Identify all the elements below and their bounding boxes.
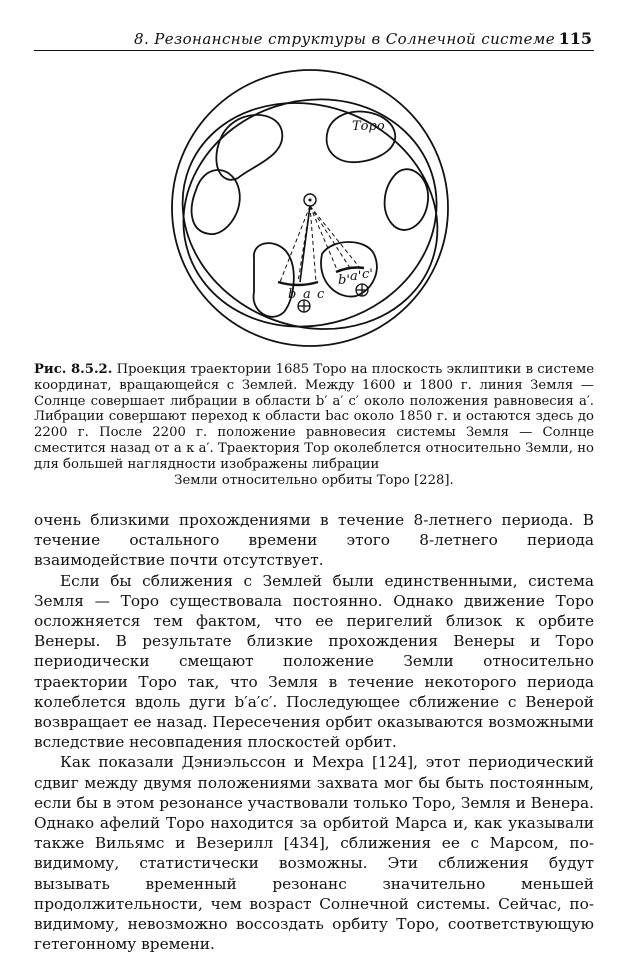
orbit-diagram: [160, 68, 460, 358]
body-text: [34, 510, 594, 954]
label-c: c: [317, 287, 325, 302]
toro-label: Торо: [352, 119, 385, 134]
toro-orbit-loop-1: [160, 68, 460, 358]
orbit-figure: [160, 68, 460, 358]
libration-lobe-lower-left: [254, 243, 297, 317]
label-a-prime: a': [350, 269, 362, 284]
earth-symbol-right: [356, 284, 368, 296]
caption-last-line: Земли относительно орбиты Торо [228].: [174, 472, 454, 488]
label-c-prime: c': [362, 267, 373, 282]
libration-lobe-upper-left: [216, 115, 282, 180]
sun-earth-line: [300, 206, 310, 282]
page-number: 115: [558, 29, 592, 48]
label-b: b: [288, 287, 297, 302]
paragraph-2: Если бы сближения с Землей были единственными, система Земля — Торо существовала постоянно. Однако движение Торо осложняется тем фактом, что ее перигелий близок к орбите Венеры. В результате близкие прохождения Венеры и Торо периодически смещают положение Земли относительно траектории Торо так, что Земля в течение некоторого периода колеблется вдоль дуги b′a′c′. Последующее сближение с Венерой возвращает ее назад. Пересечения орбит оказываются возможными вследствие несовпадения плоскостей орбит.: [34, 571, 594, 752]
paragraph-3: Как показали Дэниэльссон и Мехра [124], этот периодический сдвиг между двумя положениями захвата мог бы быть постоянным, если бы в этом резонансе участвовали только Торо, Земля и Венера. Однако афелий Торо находится за орбитой Марса и, как указывали также Вильямс и Везерилл [434], сближения ее с Марсом, по-видимому, статистически возможны. Эти сближения будут вызывать временный резонанс значительно меньшей продолжительности, чем возраст Солнечной системы. Сейчас, по-видимому, невозможно воссоздать орбиту Торо, соответствующую гетегонному времени.: [34, 753, 594, 954]
libration-lobe-right: [385, 169, 429, 230]
toro-orbit-loop-2: [160, 68, 460, 358]
running-head: [34, 28, 594, 51]
figure-caption: [34, 362, 594, 488]
caption-number: Рис. 8.5.2.: [34, 362, 113, 377]
arc-bac: [278, 282, 318, 285]
caption-text: Проекция траектории 1685 Торо на плоскость эклиптики в системе координат, вращающейся с Землей. Между 1600 и 1800 г. линия Земля — Солнце совершает либрации в области b′ a′ c′ около положения равновесия a′. Либрации совершают переход к области bac около 1850 г. и остаются здесь до 2200 г. После 2200 г. положение равновесия системы Земля — Солнце сместится назад от a к a′. Траектория Тор околеблется относительно Земли, но для большей наглядности изображены либрации: [34, 362, 595, 472]
label-a: a: [303, 287, 311, 302]
label-b-prime: b': [338, 273, 350, 288]
running-head-title: 8. Резонансные структуры в Солнечной системе: [134, 30, 555, 48]
paragraph-1: очень близкими прохождениями в течение 8-летнего периода. В течение остального времени этого 8-летнего периода взаимодействие почти отсутствует.: [34, 511, 594, 570]
libration-lines: [280, 206, 360, 282]
